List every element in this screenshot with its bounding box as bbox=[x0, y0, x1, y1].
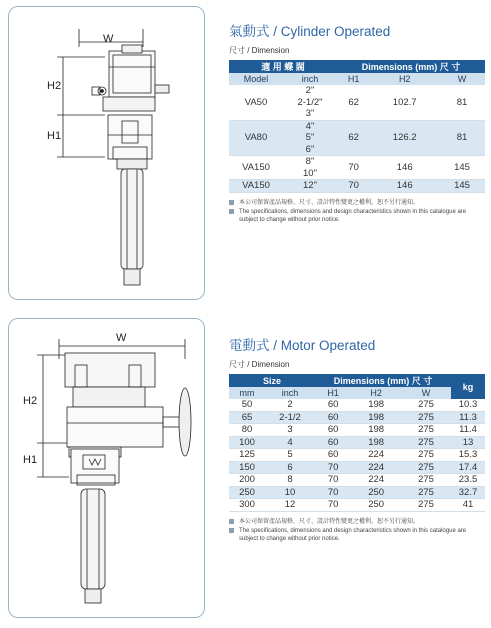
dim-w-label: W bbox=[116, 332, 127, 344]
header-inch: inch bbox=[283, 73, 337, 85]
table-row bbox=[229, 180, 485, 193]
cell-h1: 70 bbox=[315, 461, 351, 474]
inch-value: 2" bbox=[305, 85, 315, 96]
cell-h1: 62 bbox=[337, 85, 370, 120]
cell-model: VA150 bbox=[229, 180, 283, 193]
header-model: Model bbox=[229, 73, 283, 85]
motor-table-body bbox=[229, 399, 485, 511]
cell-mm: 150 bbox=[229, 461, 265, 474]
cell-h2: 224 bbox=[351, 449, 401, 462]
cell-model: VA80 bbox=[229, 120, 283, 156]
cell-kg: 13 bbox=[451, 436, 485, 449]
cell-mm: 300 bbox=[229, 499, 265, 512]
cell-inch: 5 bbox=[265, 449, 315, 462]
inch-value: 10" bbox=[303, 167, 317, 179]
bullet-icon bbox=[229, 200, 234, 205]
dim-h1-label: H1 bbox=[23, 454, 38, 466]
cell-inch bbox=[283, 156, 337, 180]
cell-h2: 198 bbox=[351, 424, 401, 437]
motor-table bbox=[229, 374, 485, 512]
cell-h2: 224 bbox=[351, 461, 401, 474]
motor-title: 電動式 / Motor Operated bbox=[229, 338, 376, 353]
cell-w: 81 bbox=[439, 85, 485, 120]
dim-h1-label: H1 bbox=[47, 130, 62, 142]
cell-h1: 70 bbox=[337, 180, 370, 193]
motor-drawing bbox=[9, 319, 206, 619]
cell-h2: 198 bbox=[351, 399, 401, 411]
cell-mm: 100 bbox=[229, 436, 265, 449]
cell-w: 275 bbox=[401, 436, 451, 449]
inch-value: 2-1/2" bbox=[297, 96, 323, 108]
table-row bbox=[229, 156, 485, 180]
cylinder-table-body bbox=[229, 85, 485, 192]
cell-inch: 8 bbox=[265, 474, 315, 487]
cell-w: 275 bbox=[401, 461, 451, 474]
cell-mm: 200 bbox=[229, 474, 265, 487]
cell-h2: 250 bbox=[351, 486, 401, 499]
cell-inch: 2 bbox=[265, 399, 315, 411]
cell-model: VA50 bbox=[229, 85, 283, 120]
cell-mm: 125 bbox=[229, 449, 265, 462]
cell-h1: 60 bbox=[315, 424, 351, 437]
inch-value: 3" bbox=[305, 108, 315, 119]
cylinder-diagram-panel bbox=[8, 6, 205, 300]
cell-h1: 62 bbox=[337, 120, 370, 156]
cell-kg: 11.4 bbox=[451, 424, 485, 437]
dim-h2-label: H2 bbox=[47, 80, 62, 92]
header-w: W bbox=[439, 73, 485, 85]
cylinder-section bbox=[229, 20, 485, 225]
note-item bbox=[229, 199, 485, 207]
cell-kg: 15.3 bbox=[451, 449, 485, 462]
header-group: 適 用 蝶 閥 bbox=[229, 60, 337, 73]
cylinder-notes bbox=[229, 199, 485, 224]
inch-value: 4" bbox=[305, 120, 315, 132]
cell-model: VA150 bbox=[229, 156, 283, 180]
table-row bbox=[229, 411, 485, 424]
motor-subtitle: 尺寸 / Dimension bbox=[229, 360, 290, 369]
cell-h1: 70 bbox=[315, 486, 351, 499]
cell-w: 81 bbox=[439, 120, 485, 156]
cell-mm: 50 bbox=[229, 399, 265, 411]
table-row bbox=[229, 399, 485, 411]
cell-kg: 17.4 bbox=[451, 461, 485, 474]
cell-w: 275 bbox=[401, 399, 451, 411]
header-dimensions: Dimensions (mm) 尺 寸 bbox=[315, 374, 451, 387]
cell-h2: 224 bbox=[351, 474, 401, 487]
table-row bbox=[229, 436, 485, 449]
table-row bbox=[229, 486, 485, 499]
header-size: Size bbox=[229, 374, 315, 387]
cell-w: 275 bbox=[401, 499, 451, 512]
note-en: The specifications, dimensions and design characteristics shown in this catalogue are subject to change without prior notice. bbox=[239, 527, 467, 542]
table-row bbox=[229, 120, 485, 156]
note-item bbox=[229, 527, 485, 543]
cell-inch bbox=[283, 180, 337, 193]
cell-w: 145 bbox=[439, 156, 485, 180]
cell-h1: 70 bbox=[337, 156, 370, 180]
cell-kg: 11.3 bbox=[451, 411, 485, 424]
dim-w-label: W bbox=[103, 33, 114, 45]
header-inch: inch bbox=[265, 387, 315, 399]
bullet-icon bbox=[229, 209, 234, 214]
cell-inch bbox=[283, 120, 337, 156]
cylinder-table bbox=[229, 60, 485, 193]
cell-h2: 146 bbox=[370, 180, 439, 193]
cell-w: 145 bbox=[439, 180, 485, 193]
cell-mm: 65 bbox=[229, 411, 265, 424]
cell-h2: 102.7 bbox=[370, 85, 439, 120]
table-row bbox=[229, 85, 485, 120]
cell-inch: 2-1/2 bbox=[265, 411, 315, 424]
note-cn: 本公司保留產品規格、尺寸、設計特性變更之權利，恕不另行通知。 bbox=[239, 518, 420, 525]
cell-inch bbox=[283, 85, 337, 120]
cell-inch: 12 bbox=[265, 499, 315, 512]
cell-mm: 80 bbox=[229, 424, 265, 437]
motor-diagram-panel bbox=[8, 318, 205, 618]
header-dimensions: Dimensions (mm) 尺 寸 bbox=[337, 60, 485, 73]
bullet-icon bbox=[229, 519, 234, 524]
table-row bbox=[229, 474, 485, 487]
cell-kg: 41 bbox=[451, 499, 485, 512]
motor-notes bbox=[229, 518, 485, 543]
note-item bbox=[229, 518, 485, 526]
cell-h2: 146 bbox=[370, 156, 439, 180]
cell-h1: 60 bbox=[315, 399, 351, 411]
cell-h1: 60 bbox=[315, 449, 351, 462]
header-h2: H2 bbox=[351, 387, 401, 399]
table-row bbox=[229, 424, 485, 437]
table-row bbox=[229, 449, 485, 462]
cell-h2: 198 bbox=[351, 436, 401, 449]
cell-inch: 3 bbox=[265, 424, 315, 437]
bullet-icon bbox=[229, 528, 234, 533]
cell-h2: 250 bbox=[351, 499, 401, 512]
cell-inch: 6 bbox=[265, 461, 315, 474]
inch-value: 6" bbox=[305, 143, 315, 155]
inch-value: 5" bbox=[305, 132, 315, 143]
motor-section bbox=[229, 334, 485, 544]
table-row bbox=[229, 499, 485, 512]
cylinder-title: 氣動式 / Cylinder Operated bbox=[229, 24, 391, 39]
note-en: The specifications, dimensions and design characteristics shown in this catalogue are subject to change without prior notice. bbox=[239, 208, 467, 223]
cell-h2: 126.2 bbox=[370, 120, 439, 156]
header-h1: H1 bbox=[337, 73, 370, 85]
cell-h1: 70 bbox=[315, 474, 351, 487]
header-h1: H1 bbox=[315, 387, 351, 399]
header-h2: H2 bbox=[370, 73, 439, 85]
dim-h2-label: H2 bbox=[23, 395, 38, 407]
cell-w: 275 bbox=[401, 424, 451, 437]
cell-w: 275 bbox=[401, 474, 451, 487]
cylinder-subtitle: 尺寸 / Dimension bbox=[229, 46, 290, 55]
cell-kg: 32.7 bbox=[451, 486, 485, 499]
cell-inch: 10 bbox=[265, 486, 315, 499]
cell-w: 275 bbox=[401, 411, 451, 424]
cell-h1: 60 bbox=[315, 436, 351, 449]
cell-h1: 70 bbox=[315, 499, 351, 512]
note-item bbox=[229, 208, 485, 224]
cell-h1: 60 bbox=[315, 411, 351, 424]
inch-value: 8" bbox=[305, 156, 315, 167]
cell-mm: 250 bbox=[229, 486, 265, 499]
cell-h2: 198 bbox=[351, 411, 401, 424]
cell-inch: 4 bbox=[265, 436, 315, 449]
cell-kg: 23.5 bbox=[451, 474, 485, 487]
header-mm: mm bbox=[229, 387, 265, 399]
cell-kg: 10.3 bbox=[451, 399, 485, 411]
table-row bbox=[229, 461, 485, 474]
cell-w: 275 bbox=[401, 449, 451, 462]
cell-w: 275 bbox=[401, 486, 451, 499]
inch-value: 12" bbox=[303, 180, 317, 191]
header-kg: kg bbox=[451, 374, 485, 399]
cylinder-drawing bbox=[9, 7, 206, 301]
note-cn: 本公司保留產品規格、尺寸、設計特性變更之權利，恕不另行通知。 bbox=[239, 199, 420, 206]
header-w: W bbox=[401, 387, 451, 399]
